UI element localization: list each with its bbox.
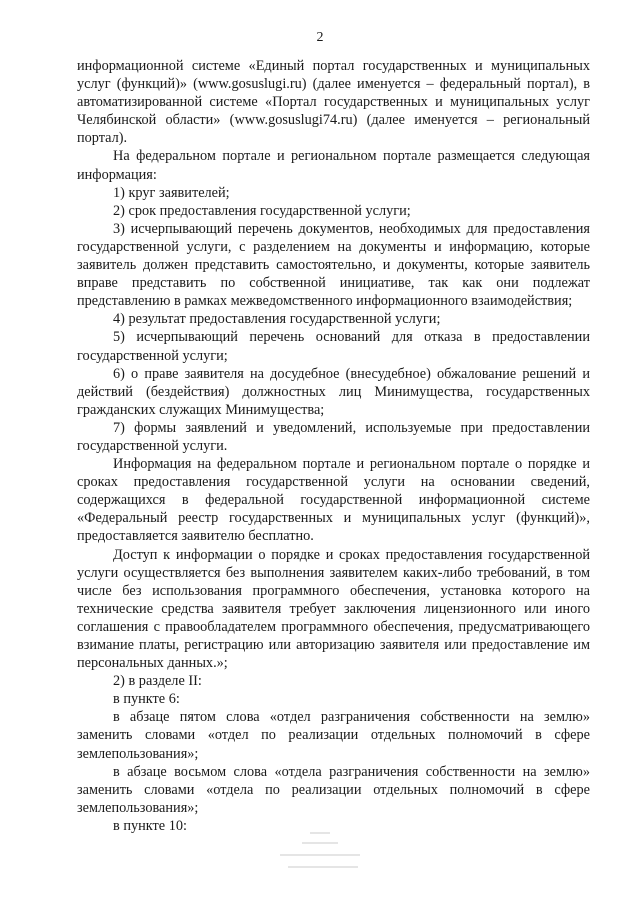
- paragraph-continuation: информационной системе «Единый портал государственных и муниципальных услуг (функций)» (www.gosuslugi.ru) (далее именуется – федеральный портал), в автоматизированной системе «Портал государственных и муниципальных услуг Челябинской области» (www.gosuslugi74.ru) (далее именуется – региональный портал).: [77, 58, 590, 147]
- section-2-heading: 2) в разделе II:: [113, 673, 202, 690]
- paragraph-access: Доступ к информации о порядке и сроках предоставления государственной услуги осуществляется без выполнения заявителем каких-либо требований, в том числе без использования программного обеспечения, установка которого на технические средства заявителя требует заключения лицензионного или иного соглашения с правообладателем программного обеспечения, предусматривающего взимание платы, регистрацию или авторизацию заявителя или предоставление им персональных данных.»;: [77, 546, 590, 672]
- paragraph-info-intro: На федеральном портале и региональном портале размещается следующая информация:: [77, 148, 590, 183]
- list-item-5: 5) исчерпывающий перечень оснований для отказа в предоставлении государственной услуги;: [77, 329, 590, 364]
- list-item-1: 1) круг заявителей;: [113, 184, 230, 201]
- list-item-4: 4) результат предоставления государственной услуги;: [113, 311, 441, 328]
- page-number: 2: [316, 30, 324, 45]
- paragraph-portal-info: Информация на федеральном портале и региональном портале о порядке и сроках предоставления государственной услуги на основании сведений, содержащихся в федеральной государственной информационной системе «Федеральный реестр государственных и муниципальных услуг (функций)», предоставляется заявителю бесплатно.: [77, 456, 590, 545]
- faded-stamp: [270, 830, 380, 880]
- document-body: [77, 57, 590, 835]
- paragraph-amend-8: в абзаце восьмом слова «отдела разграничения собственности на землю» заменить словами «отдела по реализации отдельных полномочий в сфере землепользования»;: [77, 763, 590, 816]
- list-item-3: 3) исчерпывающий перечень документов, необходимых для предоставления государственной услуги, с разделением на документы и информацию, которые заявитель должен представить самостоятельно, и документы, которые заявитель вправе представить по собственной инициативе, так как они подлежат представлению в рамках межведомственного информационного взаимодействия;: [77, 220, 590, 310]
- point-10-heading: в пункте 10:: [113, 817, 187, 834]
- list-item-2: 2) срок предоставления государственной услуги;: [113, 202, 411, 219]
- list-item-7: 7) формы заявлений и уведомлений, используемые при предоставлении государственной услуги.: [77, 419, 590, 454]
- point-6-heading: в пункте 6:: [113, 691, 180, 708]
- list-item-6: 6) о праве заявителя на досудебное (внесудебное) обжалование решений и действий (бездействия) должностных лиц Минимущества, государственных гражданских служащих Минимущества;: [77, 365, 590, 418]
- paragraph-amend-5: в абзаце пятом слова «отдел разграничения собственности на землю» заменить словами «отдел по реализации отдельных полномочий в сфере землепользования»;: [77, 709, 590, 762]
